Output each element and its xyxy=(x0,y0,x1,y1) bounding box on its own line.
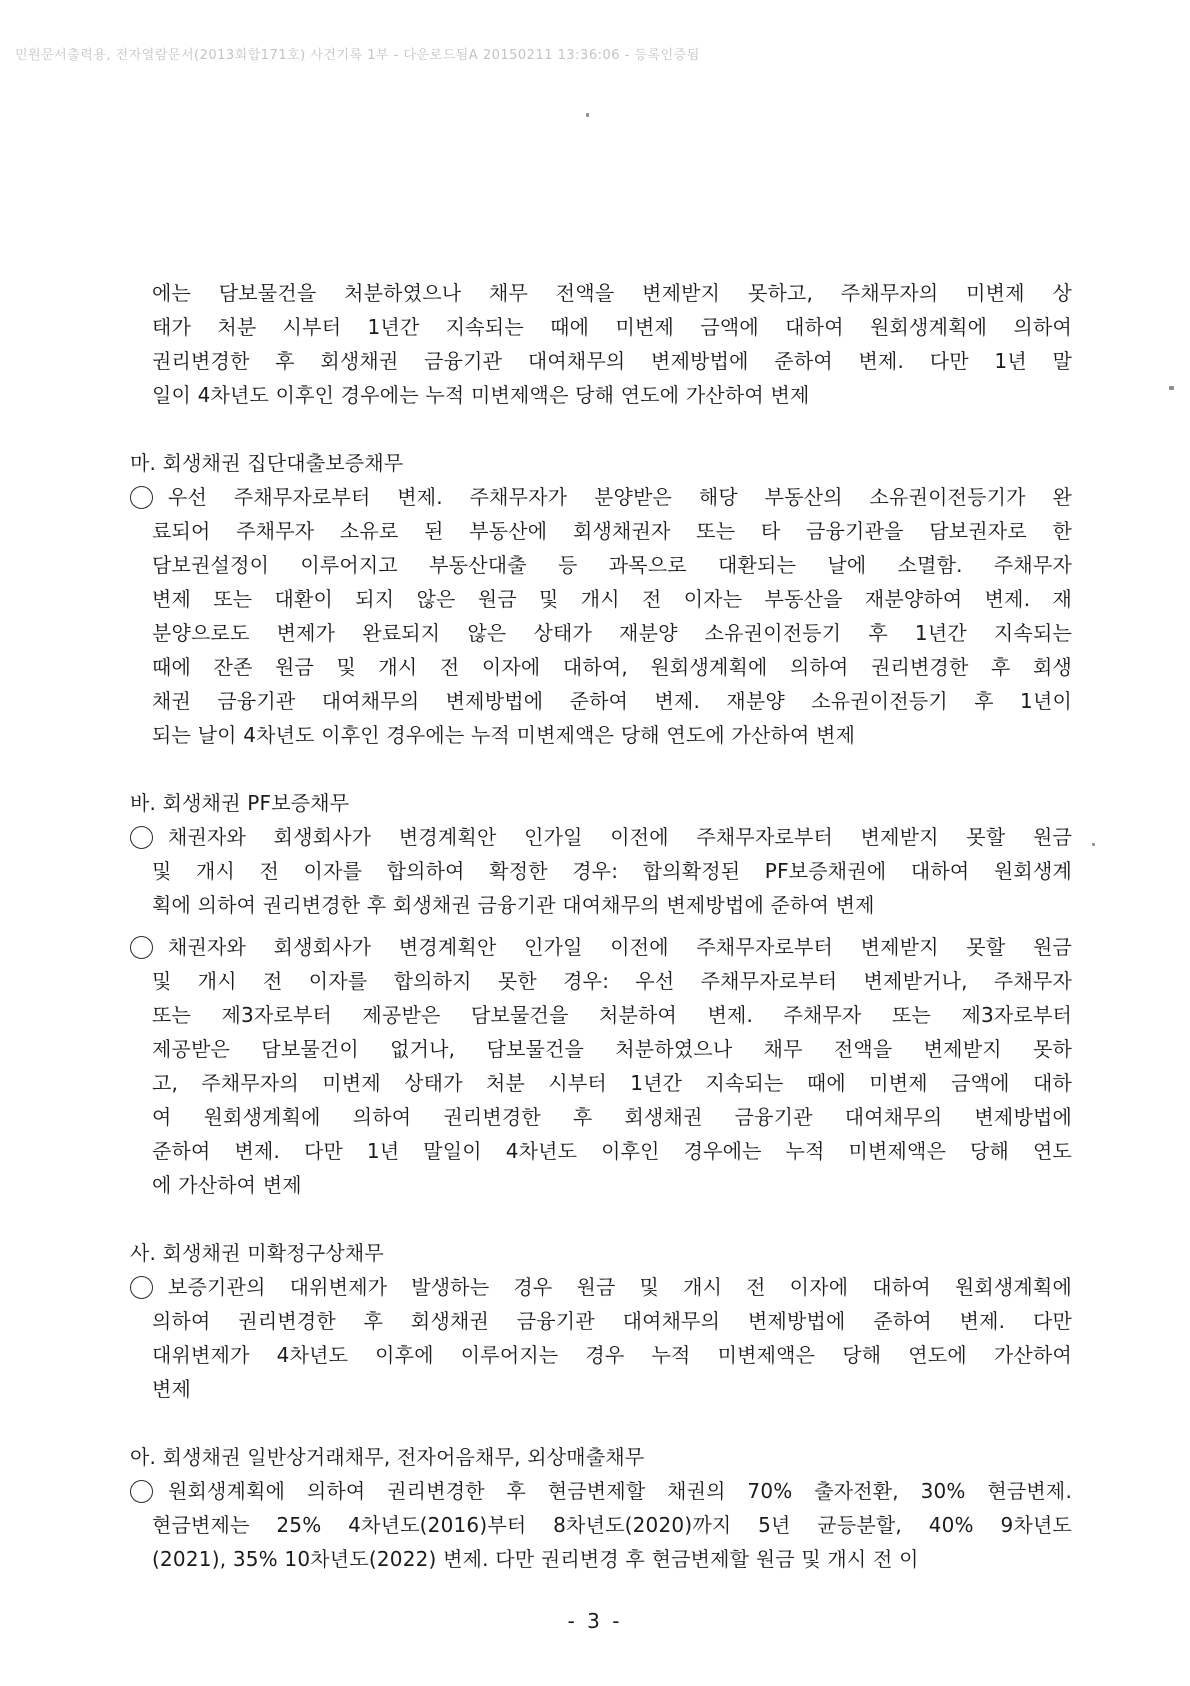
intro-paragraph xyxy=(130,276,1072,412)
line-text: 보증기관의 대위변제가 발생하는 경우 원금 및 개시 전 이자에 대하여 원회생계획에 xyxy=(168,1275,1072,1299)
text-line xyxy=(130,1508,1072,1542)
text-line xyxy=(130,888,1072,922)
line-text: 채권자와 회생회사가 변경계획안 인가일 이전에 주채무자로부터 변제받지 못할 원금 xyxy=(168,935,1072,959)
line-text: 여 원회생계획에 의하여 권리변경한 후 회생채권 금융기관 대여채무의 변제방법에 xyxy=(152,1105,1072,1129)
scan-speck xyxy=(1092,843,1095,846)
bullet-circle-icon xyxy=(130,486,153,509)
bullet-circle-icon xyxy=(130,1276,153,1299)
bullet-first-line xyxy=(130,820,1072,854)
text-line xyxy=(130,616,1072,650)
text-line xyxy=(130,684,1072,718)
text-line xyxy=(130,378,1072,412)
text-line xyxy=(130,310,1072,344)
text-line xyxy=(130,582,1072,616)
line-text: 제공받은 담보물건이 없거나, 담보물건을 처분하였으나 채무 전액을 변제받지 못하 xyxy=(152,1037,1072,1061)
line-text: 료되어 주채무자 소유로 된 부동산에 회생채권자 또는 타 금융기관을 담보권자로 한 xyxy=(152,519,1072,543)
section-heading: 바. 회생채권 PF보증채무 xyxy=(130,791,350,815)
scan-speck xyxy=(586,113,589,117)
line-text: 및 개시 전 이자를 합의하여 확정한 경우: 합의확정된 PF보증채권에 대하여 원회생계 xyxy=(152,859,1072,883)
page-number: - 3 - xyxy=(567,1609,623,1633)
line-text: 원회생계획에 의하여 권리변경한 후 현금변제할 채권의 70% 출자전환, 30% 현금변제. xyxy=(168,1479,1072,1503)
bullet-item xyxy=(130,480,1072,752)
text-line xyxy=(130,514,1072,548)
section-heading: 아. 회생채권 일반상거래채무, 전자어음채무, 외상매출채무 xyxy=(130,1445,645,1469)
line-text: 분양으로도 변제가 완료되지 않은 상태가 재분양 소유권이전등기 후 1년간 지속되는 xyxy=(152,621,1072,645)
line-text: 또는 제3자로부터 제공받은 담보물건을 처분하여 변제. 주채무자 또는 제3자로부터 xyxy=(152,1003,1072,1027)
text-line xyxy=(130,1338,1072,1372)
line-text: 일이 4차년도 이후인 경우에는 누적 미변제액은 당해 연도에 가산하여 변제 xyxy=(152,383,810,407)
line-text: 에는 담보물건을 처분하였으나 채무 전액을 변제받지 못하고, 주채무자의 미변제 상 xyxy=(152,281,1072,305)
bullet-item xyxy=(130,1474,1072,1576)
bullet-circle-icon xyxy=(130,826,153,849)
text-line xyxy=(130,964,1072,998)
text-line xyxy=(130,344,1072,378)
scan-speck xyxy=(1169,386,1174,390)
line-text: 및 개시 전 이자를 합의하지 못한 경우: 우선 주채무자로부터 변제받거나, 주채무자 xyxy=(152,969,1072,993)
line-text: 준하여 변제. 다만 1년 말일이 4차년도 이후인 경우에는 누적 미변제액은 당해 연도 xyxy=(152,1139,1072,1163)
text-line xyxy=(130,548,1072,582)
text-line xyxy=(130,1304,1072,1338)
text-line xyxy=(130,276,1072,310)
section-heading: 사. 회생채권 미확정구상채무 xyxy=(130,1241,384,1265)
text-line xyxy=(130,1372,1072,1406)
line-text: 우선 주채무자로부터 변제. 주채무자가 분양받은 해당 부동산의 소유권이전등기가 완 xyxy=(168,485,1072,509)
text-line xyxy=(130,1032,1072,1066)
line-text: 되는 날이 4차년도 이후인 경우에는 누적 미변제액은 당해 연도에 가산하여 변제 xyxy=(152,723,856,747)
text-line xyxy=(130,718,1072,752)
bullet-first-line xyxy=(130,1474,1072,1508)
text-line xyxy=(130,854,1072,888)
line-text: 의하여 권리변경한 후 회생채권 금융기관 대여채무의 변제방법에 준하여 변제. 다만 xyxy=(152,1309,1072,1333)
bullet-item xyxy=(130,1270,1072,1406)
bullet-circle-icon xyxy=(130,936,153,959)
text-line xyxy=(130,1100,1072,1134)
text-line xyxy=(130,650,1072,684)
line-text: 채권 금융기관 대여채무의 변제방법에 준하여 변제. 재분양 소유권이전등기 후 1년이 xyxy=(152,689,1072,713)
line-text: 변제 또는 대환이 되지 않은 원금 및 개시 전 이자는 부동산을 재분양하여 변제. 재 xyxy=(152,587,1072,611)
bullet-first-line xyxy=(130,1270,1072,1304)
document-body xyxy=(130,276,1072,1576)
line-text: 때에 잔존 원금 및 개시 전 이자에 대하여, 원회생계획에 의하여 권리변경한 후 회생 xyxy=(152,655,1072,679)
line-text: 태가 처분 시부터 1년간 지속되는 때에 미변제 금액에 대하여 원회생계획에 의하여 xyxy=(152,315,1072,339)
line-text: 채권자와 회생회사가 변경계획안 인가일 이전에 주채무자로부터 변제받지 못할 원금 xyxy=(168,825,1072,849)
line-text: 대위변제가 4차년도 이후에 이루어지는 경우 누적 미변제액은 당해 연도에 가산하여 xyxy=(152,1343,1072,1367)
line-text: 에 가산하여 변제 xyxy=(152,1173,302,1197)
line-text: (2021), 35% 10차년도(2022) 변제. 다만 권리변경 후 현금변제할 원금 및 개시 전 이 xyxy=(152,1547,919,1571)
line-text: 현금변제는 25% 4차년도(2016)부터 8차년도(2020)까지 5년 균등분할, 40% 9차년도 xyxy=(152,1513,1072,1537)
bullet-first-line xyxy=(130,930,1072,964)
bullet-circle-icon xyxy=(130,1480,153,1503)
text-line xyxy=(130,1168,1072,1202)
text-line xyxy=(130,1542,1072,1576)
line-text: 변제 xyxy=(152,1377,192,1401)
text-line xyxy=(130,1066,1072,1100)
bullet-item xyxy=(130,930,1072,1202)
section-heading: 마. 회생채권 집단대출보증채무 xyxy=(130,451,404,475)
line-text: 획에 의하여 권리변경한 후 회생채권 금융기관 대여채무의 변제방법에 준하여 변제 xyxy=(152,893,875,917)
line-text: 담보권설정이 이루어지고 부동산대출 등 과목으로 대환되는 날에 소멸함. 주채무자 xyxy=(152,553,1072,577)
bullet-first-line xyxy=(130,480,1072,514)
line-text: 권리변경한 후 회생채권 금융기관 대여채무의 변제방법에 준하여 변제. 다만 1년 말 xyxy=(152,349,1072,373)
text-line xyxy=(130,998,1072,1032)
scan-header-watermark: 민원문서출력용, 전자열람문서(2013회합171호) 사건기록 1부 - 다운로드됨A 20150211 13:36:06 - 등록인증됨 xyxy=(15,48,700,63)
bullet-item xyxy=(130,820,1072,922)
line-text: 고, 주채무자의 미변제 상태가 처분 시부터 1년간 지속되는 때에 미변제 금액에 대하 xyxy=(152,1071,1072,1095)
text-line xyxy=(130,1134,1072,1168)
